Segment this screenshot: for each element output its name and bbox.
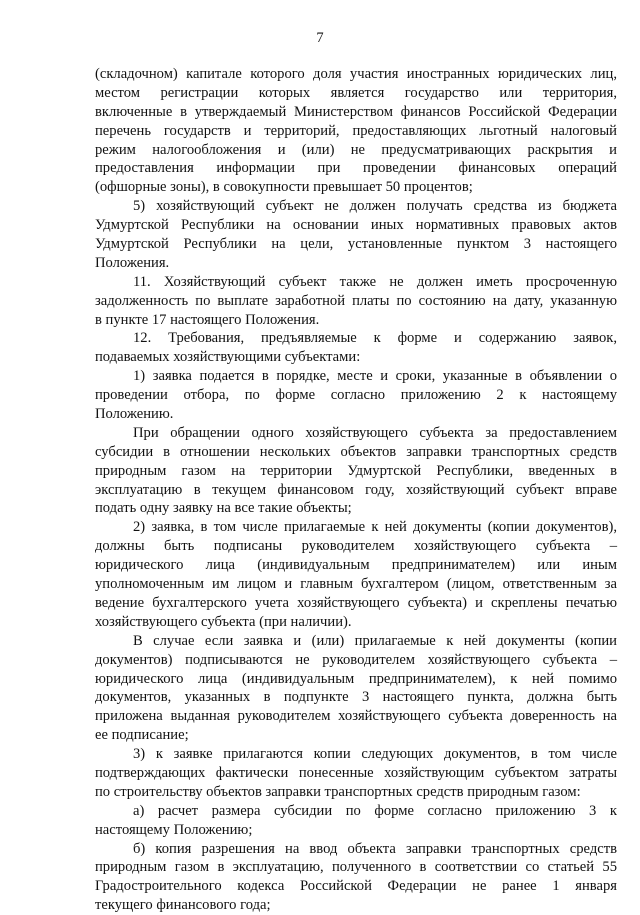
text-line: (складочном) капитале которого доля участия иностранных юридических лиц, [95, 66, 617, 82]
text-line: ведение бухгалтерского учета хозяйствующего субъекта) и скреплены печатью [95, 594, 617, 611]
text-line: в пункте 17 настоящего Положения. [95, 311, 320, 328]
text-line: 5) хозяйствующий субъект не должен получать средства из бюджета [133, 198, 617, 215]
text-line: Удмуртской Республики на основании иных нормативных правовых актов [95, 217, 617, 234]
text-line: подтверждающих фактически понесенные хозяйствующим субъектом затраты [95, 764, 617, 781]
document-body [95, 65, 617, 915]
paragraph [95, 518, 617, 631]
text-line: должны быть подписаны руководителем хозяйствующего субъекта – [95, 538, 617, 555]
text-line: Положения. [95, 254, 170, 271]
paragraph [95, 632, 617, 745]
text-line: субсидии в отношении нескольких объектов заправки транспортных средств [95, 443, 617, 460]
paragraph [95, 329, 617, 367]
text-line: а) расчет размера субсидии по форме согласно приложению 3 к [133, 802, 617, 819]
text-line: природным газом на территории Удмуртской Республики, введенных в [95, 462, 617, 479]
text-line: ее подписание; [95, 727, 189, 744]
text-line: включенные в утверждаемый Министерством финансов Российской Федерации [95, 103, 617, 120]
text-line: При обращении одного хозяйствующего субъекта за предоставлением [133, 424, 617, 441]
text-line: б) копия разрешения на ввод объекта заправки транспортных средств [133, 840, 617, 857]
text-line: (офшорные зоны), в совокупности превышает 50 процентов; [95, 179, 473, 196]
text-line: приложена выданная руководителем хозяйствующего субъекта доверенность на [95, 708, 617, 725]
text-line: проведении отбора, по форме согласно приложению 2 к настоящему [95, 387, 617, 404]
text-line: 2) заявка, в том числе прилагаемые к ней документы (копии документов), [133, 519, 617, 536]
text-line: Положению. [95, 406, 174, 423]
text-line: режим налогообложения и (или) не предусматривающих раскрытия и [95, 141, 617, 158]
text-line: документов, указанных в подпункте 3 настоящего пункта, должна быть [95, 689, 617, 706]
text-line: перечень государств и территорий, предоставляющих льготный налоговый [95, 122, 617, 139]
text-line: документов) подписываются не руководителем хозяйствующего субъекта – [95, 651, 617, 668]
text-line: предоставления информации при проведении финансовых операций [95, 160, 617, 177]
text-line: местом регистрации которых является государство или территория, [95, 84, 617, 101]
paragraph [95, 424, 617, 518]
text-line: по строительству объектов заправки транспортных средств природным газом: [95, 783, 581, 800]
text-line: уполномоченным им лицом и главным бухгалтером (лицом, ответственным за [95, 576, 617, 593]
text-line: эксплуатацию в текущем финансовом году, хозяйствующий субъект вправе [95, 481, 617, 498]
text-line: задолженность по выплате заработной платы по состоянию на дату, указанную [95, 292, 617, 309]
text-line: текущего финансового года; [95, 897, 271, 914]
paragraph [95, 273, 617, 330]
text-line: Удмуртской Республики на цели, установленные пунктом 3 настоящего [95, 236, 617, 253]
paragraph [95, 745, 617, 802]
page-number: 7 [316, 30, 324, 46]
paragraph [95, 367, 617, 424]
paragraph [95, 802, 617, 840]
text-line: юридического лица (индивидуальным предпринимателем), к ней помимо [95, 670, 617, 687]
text-line: настоящему Положению; [95, 821, 253, 838]
text-line: природным газом в эксплуатацию, полученного в соответствии со статьей 55 [95, 859, 617, 876]
text-line: 3) к заявке прилагаются копии следующих документов, в том числе [133, 746, 617, 763]
text-line: 11. Хозяйствующий субъект также не должен иметь просроченную [133, 273, 617, 290]
text-line: подаваемых хозяйствующими субъектами: [95, 349, 361, 366]
text-line: В случае если заявка и (или) прилагаемые к ней документы (копии [133, 632, 617, 649]
text-line: подать одну заявку на все такие объекты; [95, 500, 352, 517]
text-line: Градостроительного кодекса Российской Федерации не ранее 1 января [95, 878, 617, 895]
text-line: хозяйствующего субъекта (при наличии). [95, 613, 352, 630]
text-line: юридического лица (индивидуальным предпринимателем) или иным [95, 557, 617, 574]
paragraph [95, 65, 617, 197]
text-line: 1) заявка подается в порядке, месте и сроки, указанные в объявлении о [133, 368, 617, 385]
text-line: 12. Требования, предъявляемые к форме и содержанию заявок, [133, 330, 617, 347]
paragraph [95, 197, 617, 273]
paragraph [95, 840, 617, 915]
